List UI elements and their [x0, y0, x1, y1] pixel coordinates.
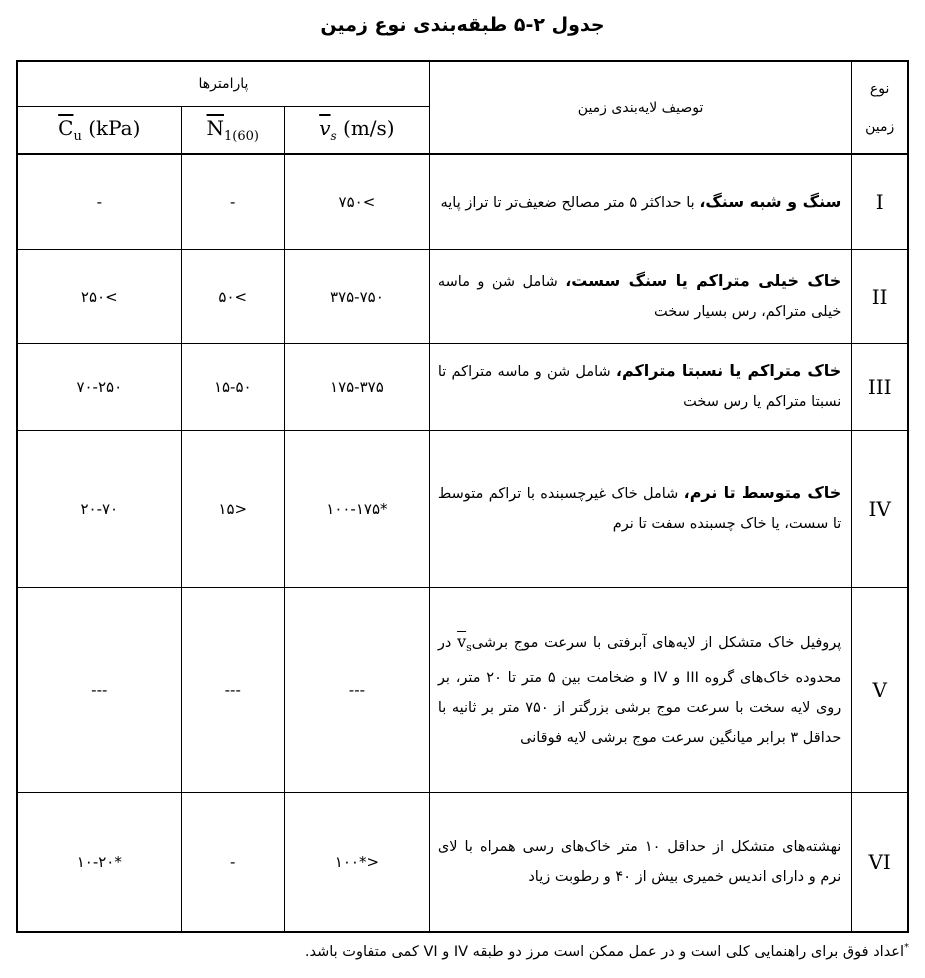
description-cell: [429, 154, 851, 250]
vs-cell: ---: [284, 588, 429, 793]
soil-type-cell: VI: [852, 792, 908, 932]
n-cell: >۵۰: [181, 250, 284, 344]
n-column-header: [181, 106, 284, 154]
vs-cell: <*۱۰۰: [284, 792, 429, 932]
vs-cell: >۷۵۰: [284, 154, 429, 250]
description-bold: خاک خیلی متراکم یا سنگ سست،: [565, 271, 842, 291]
cu-cell: ۷۰-۲۵۰: [17, 344, 181, 430]
n-cell: -: [181, 792, 284, 932]
description-text: پروفیل خاک متشکل از لایه‌های آبرفتی با سرعت موج برشی: [471, 634, 842, 651]
cu-column-header: [17, 106, 181, 154]
table-title: جدول ۲-۵ طبقه‌بندی نوع زمین: [320, 14, 605, 36]
soil-type-cell: I: [852, 154, 908, 250]
vs-subscript: s: [330, 129, 337, 144]
vs-unit: (m/s): [343, 116, 395, 141]
cu-subscript: u: [73, 128, 82, 144]
vs-symbol: $\overline{v}$: [319, 116, 331, 141]
footnote-mark: *: [904, 942, 909, 953]
description-text-continued: در محدوده خاک‌های گروه III و IV و ضخامت بین ۵ متر تا ۲۰ متر، بر روی لایه سخت با سرعت موج برشی بزرگتر از ۷۵۰ متر بر ثانیه با حداقل ۳ برابر میانگین سرعت موج برشی لایه فوقانی: [437, 634, 842, 747]
vs-column-header: [284, 106, 429, 154]
table-row: [17, 588, 908, 793]
soil-type-header-line1: نوع: [869, 80, 890, 97]
description-cell: [429, 250, 851, 344]
table-row: [17, 344, 908, 430]
n-cell: ---: [181, 588, 284, 793]
n-subscript: 1(60): [224, 128, 259, 144]
table-footnote: [16, 942, 909, 960]
vs-cell: *۱۰۰-۱۷۵: [284, 430, 429, 588]
table-row: [17, 430, 908, 588]
soil-type-header-line2: زمین: [865, 118, 895, 135]
footnote-text: اعداد فوق برای راهنمایی کلی است و در عمل ممکن است مرز دو طبقه IV و VI کمی متفاوت باشد.: [304, 943, 904, 960]
table-row: [17, 154, 908, 250]
cu-cell: *۱۰-۲۰: [17, 792, 181, 932]
vs-inline-symbol: [457, 631, 472, 655]
description-cell: [429, 588, 851, 793]
cu-cell: -: [17, 154, 181, 250]
vs-cell: ۱۷۵-۳۷۵: [284, 344, 429, 430]
cu-unit: (kPa): [88, 115, 141, 140]
description-bold: سنگ و شبه سنگ،: [699, 191, 842, 211]
description-header: توصیف لایه‌بندی زمین: [429, 61, 851, 154]
table-row: [17, 792, 908, 932]
soil-classification-table: [16, 60, 909, 933]
cu-cell: ۲۰-۷۰: [17, 430, 181, 588]
n-symbol: $\overline{N}$: [206, 115, 225, 140]
description-cell: [429, 430, 851, 588]
description-text: شامل شن و ماسه خیلی متراکم، رس بسیار سخت: [437, 274, 842, 321]
soil-type-header: [852, 61, 908, 154]
soil-type-cell: V: [852, 588, 908, 793]
description-text: شامل شن و ماسه متراکم تا نسبتا متراکم یا رس سخت: [437, 364, 842, 411]
description-text: نهشته‌های متشکل از حداقل ۱۰ متر خاک‌های رسی همراه با لای نرم و دارای اندیس خمیری بیش از ۴۰ و رطوبت زیاد: [437, 838, 842, 885]
vs-inline-letter: $\overline{v}$: [457, 631, 467, 651]
description-text: شامل خاک غیرچسبنده با تراکم متوسط تا سست، یا خاک چسبنده سفت تا نرم: [437, 486, 842, 533]
description-bold: خاک متوسط تا نرم،: [683, 483, 842, 503]
description-cell: [429, 344, 851, 430]
vs-inline-subscript: s: [466, 641, 472, 655]
table-row: [17, 250, 908, 344]
soil-type-cell: IV: [852, 430, 908, 588]
cu-symbol: $\overline{C}$: [58, 115, 74, 140]
description-cell: [429, 792, 851, 932]
description-text: با حداکثر ۵ متر مصالح ضعیف‌تر تا تراز پایه: [440, 194, 700, 211]
n-cell: -: [181, 154, 284, 250]
n-cell: <۱۵: [181, 430, 284, 588]
cu-cell: >۲۵۰: [17, 250, 181, 344]
vs-cell: ۳۷۵-۷۵۰: [284, 250, 429, 344]
soil-type-cell: II: [852, 250, 908, 344]
soil-type-cell: III: [852, 344, 908, 430]
description-bold: خاک متراکم یا نسبتا متراکم،: [615, 361, 842, 381]
cu-cell: ---: [17, 588, 181, 793]
parameters-header: پارامترها: [17, 61, 429, 106]
n-cell: ۱۵-۵۰: [181, 344, 284, 430]
